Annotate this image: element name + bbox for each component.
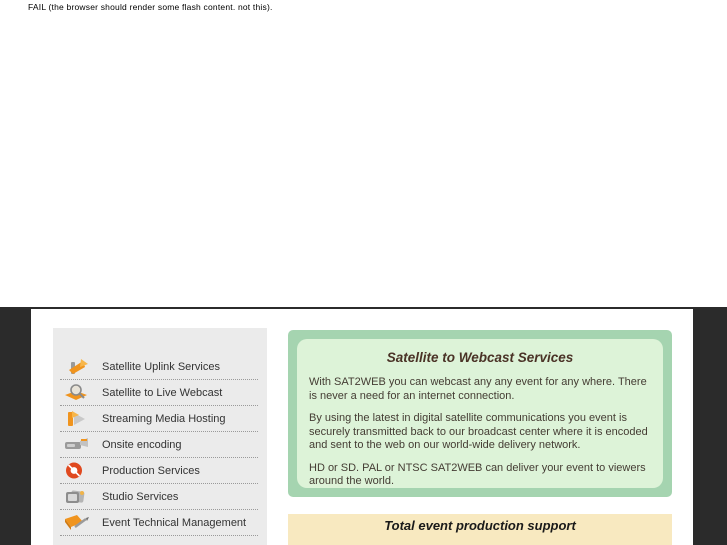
production-services-icon [63,461,89,480]
sidebar-item-label: Satellite Uplink Services [102,360,220,373]
sidebar-item-satellite-webcast[interactable] [60,380,258,406]
studio-services-icon [63,487,89,506]
sidebar-nav [53,328,267,545]
webcast-panel-title: Satellite to Webcast Services [386,350,574,365]
production-banner [288,514,672,545]
sidebar-item-label: Streaming Media Hosting [102,412,226,425]
event-technical-icon [63,513,89,532]
webcast-panel [288,330,672,497]
webcast-paragraph-3: HD or SD. PAL or NTSC SAT2WEB can deliver your event to viewers around the world. [309,461,646,487]
sidebar-item-event-technical[interactable] [60,510,258,536]
webcast-paragraph-2: By using the latest in digital satellite communications you event is securely transmitted back to our broadcast center where it is encoded and sent to the web on our world-wide delivery network. [309,412,648,451]
content-column [31,309,693,545]
production-banner-title: Total event production support [384,518,576,533]
streaming-media-icon [63,409,89,428]
satellite-uplink-icon [63,357,89,376]
sidebar-item-label: Onsite encoding [102,438,182,451]
sidebar-item-streaming-media[interactable] [60,406,258,432]
sidebar-item-label: Satellite to Live Webcast [102,386,223,399]
sidebar-item-onsite-encoding[interactable] [60,432,258,458]
onsite-encoding-icon [63,435,89,454]
sidebar-item-label: Production Services [102,464,200,477]
webcast-paragraph-1: With SAT2WEB you can webcast any any event for any where. There is never a need for an internet connection. [309,376,647,402]
webcast-panel-inner [297,339,663,488]
sidebar-item-label: Studio Services [102,490,179,503]
sidebar-item-studio-services[interactable] [60,484,258,510]
sidebar-item-satellite-uplink[interactable] [60,354,258,380]
satellite-webcast-icon [63,383,89,402]
flash-fallback-notice: FAIL (the browser should render some flash content. not this). [28,2,273,12]
sidebar-item-label: Event Technical Management [102,516,247,529]
sidebar-item-production-services[interactable] [60,458,258,484]
